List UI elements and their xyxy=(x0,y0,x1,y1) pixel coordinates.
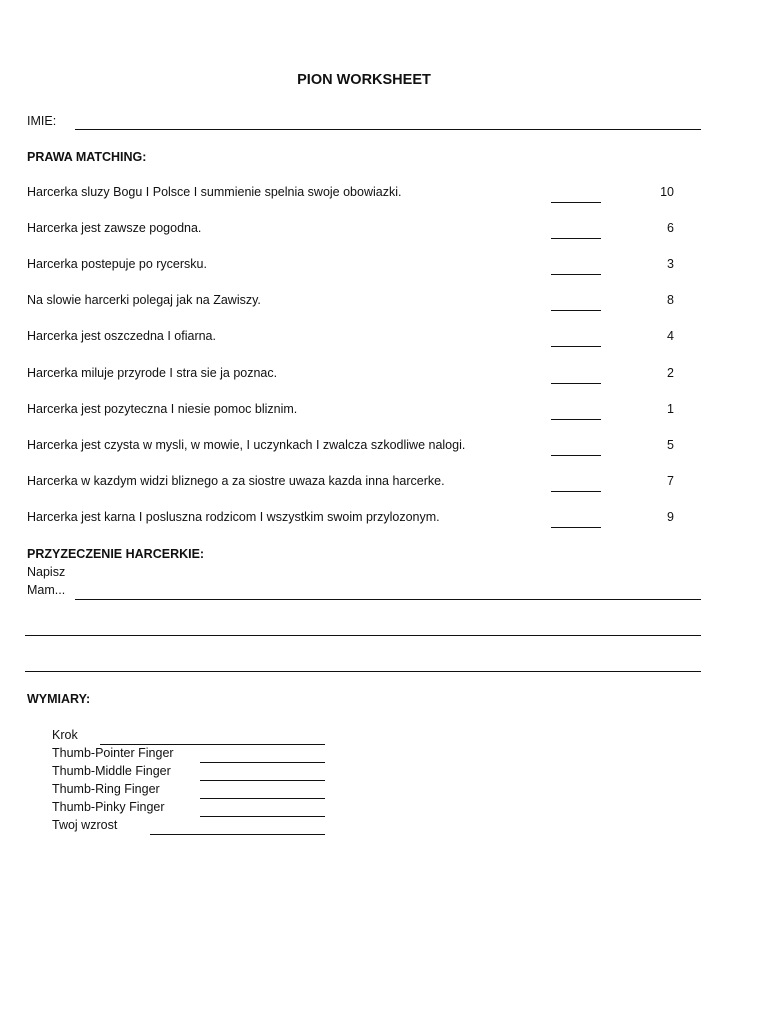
name-label: IMIE: xyxy=(27,114,57,128)
measurement-field-line[interactable] xyxy=(200,798,325,799)
matching-item-text: Na slowie harcerki polegaj jak na Zawiszy. xyxy=(27,293,261,307)
matching-item-text: Harcerka jest pozyteczna I niesie pomoc bliznim. xyxy=(27,402,298,416)
matching-item-number: 3 xyxy=(667,257,674,271)
matching-answer-line[interactable] xyxy=(551,527,601,528)
oath-line[interactable] xyxy=(25,635,701,636)
matching-answer-line[interactable] xyxy=(551,202,601,203)
matching-item-text: Harcerka jest zawsze pogodna. xyxy=(27,221,202,235)
matching-item-number: 4 xyxy=(667,329,674,343)
matching-item-number: 10 xyxy=(660,185,674,199)
matching-item-text: Harcerka jest oszczedna I ofiarna. xyxy=(27,329,216,343)
oath-instruction: Napisz xyxy=(27,565,66,579)
measurements-heading: WYMIARY: xyxy=(27,692,91,706)
oath-line[interactable] xyxy=(75,599,701,600)
matching-item-number: 8 xyxy=(667,293,674,307)
matching-item-number: 1 xyxy=(667,402,674,416)
matching-answer-line[interactable] xyxy=(551,383,601,384)
measurement-label: Thumb-Ring Finger xyxy=(52,782,160,796)
matching-item-text: Harcerka miluje przyrode I stra sie ja poznac. xyxy=(27,366,278,380)
oath-line[interactable] xyxy=(25,671,701,672)
matching-item-text: Harcerka jest karna I posluszna rodzicom I wszystkim swoim przylozonym. xyxy=(27,510,440,524)
matching-heading: PRAWA MATCHING: xyxy=(27,150,147,164)
measurement-label: Twoj wzrost xyxy=(52,818,118,832)
measurement-field-line[interactable] xyxy=(200,816,325,817)
measurement-field-line[interactable] xyxy=(150,834,325,835)
matching-item-text: Harcerka sluzy Bogu I Polsce I summienie spelnia swoje obowiazki. xyxy=(27,185,402,199)
matching-answer-line[interactable] xyxy=(551,419,601,420)
page-title: PION WORKSHEET xyxy=(297,72,431,88)
measurement-label: Krok xyxy=(52,728,78,742)
matching-answer-line[interactable] xyxy=(551,310,601,311)
matching-answer-line[interactable] xyxy=(551,455,601,456)
measurement-field-line[interactable] xyxy=(200,780,325,781)
oath-heading: PRZYZECZENIE HARCERKIE: xyxy=(27,547,205,561)
matching-answer-line[interactable] xyxy=(551,346,601,347)
matching-answer-line[interactable] xyxy=(551,274,601,275)
matching-item-number: 2 xyxy=(667,366,674,380)
name-field-line[interactable] xyxy=(75,129,701,130)
oath-start: Mam... xyxy=(27,583,66,597)
matching-item-number: 7 xyxy=(667,474,674,488)
matching-answer-line[interactable] xyxy=(551,238,601,239)
matching-item-text: Harcerka postepuje po rycersku. xyxy=(27,257,207,271)
measurement-field-line[interactable] xyxy=(100,744,325,745)
matching-item-number: 9 xyxy=(667,510,674,524)
measurement-label: Thumb-Pointer Finger xyxy=(52,746,174,760)
matching-item-text: Harcerka jest czysta w mysli, w mowie, I uczynkach I zwalcza szkodliwe nalogi. xyxy=(27,438,466,452)
measurement-field-line[interactable] xyxy=(200,762,325,763)
measurement-label: Thumb-Middle Finger xyxy=(52,764,171,778)
matching-item-number: 6 xyxy=(667,221,674,235)
matching-item-number: 5 xyxy=(667,438,674,452)
measurement-label: Thumb-Pinky Finger xyxy=(52,800,165,814)
matching-answer-line[interactable] xyxy=(551,491,601,492)
matching-item-text: Harcerka w kazdym widzi bliznego a za siostre uwaza kazda inna harcerke. xyxy=(27,474,445,488)
